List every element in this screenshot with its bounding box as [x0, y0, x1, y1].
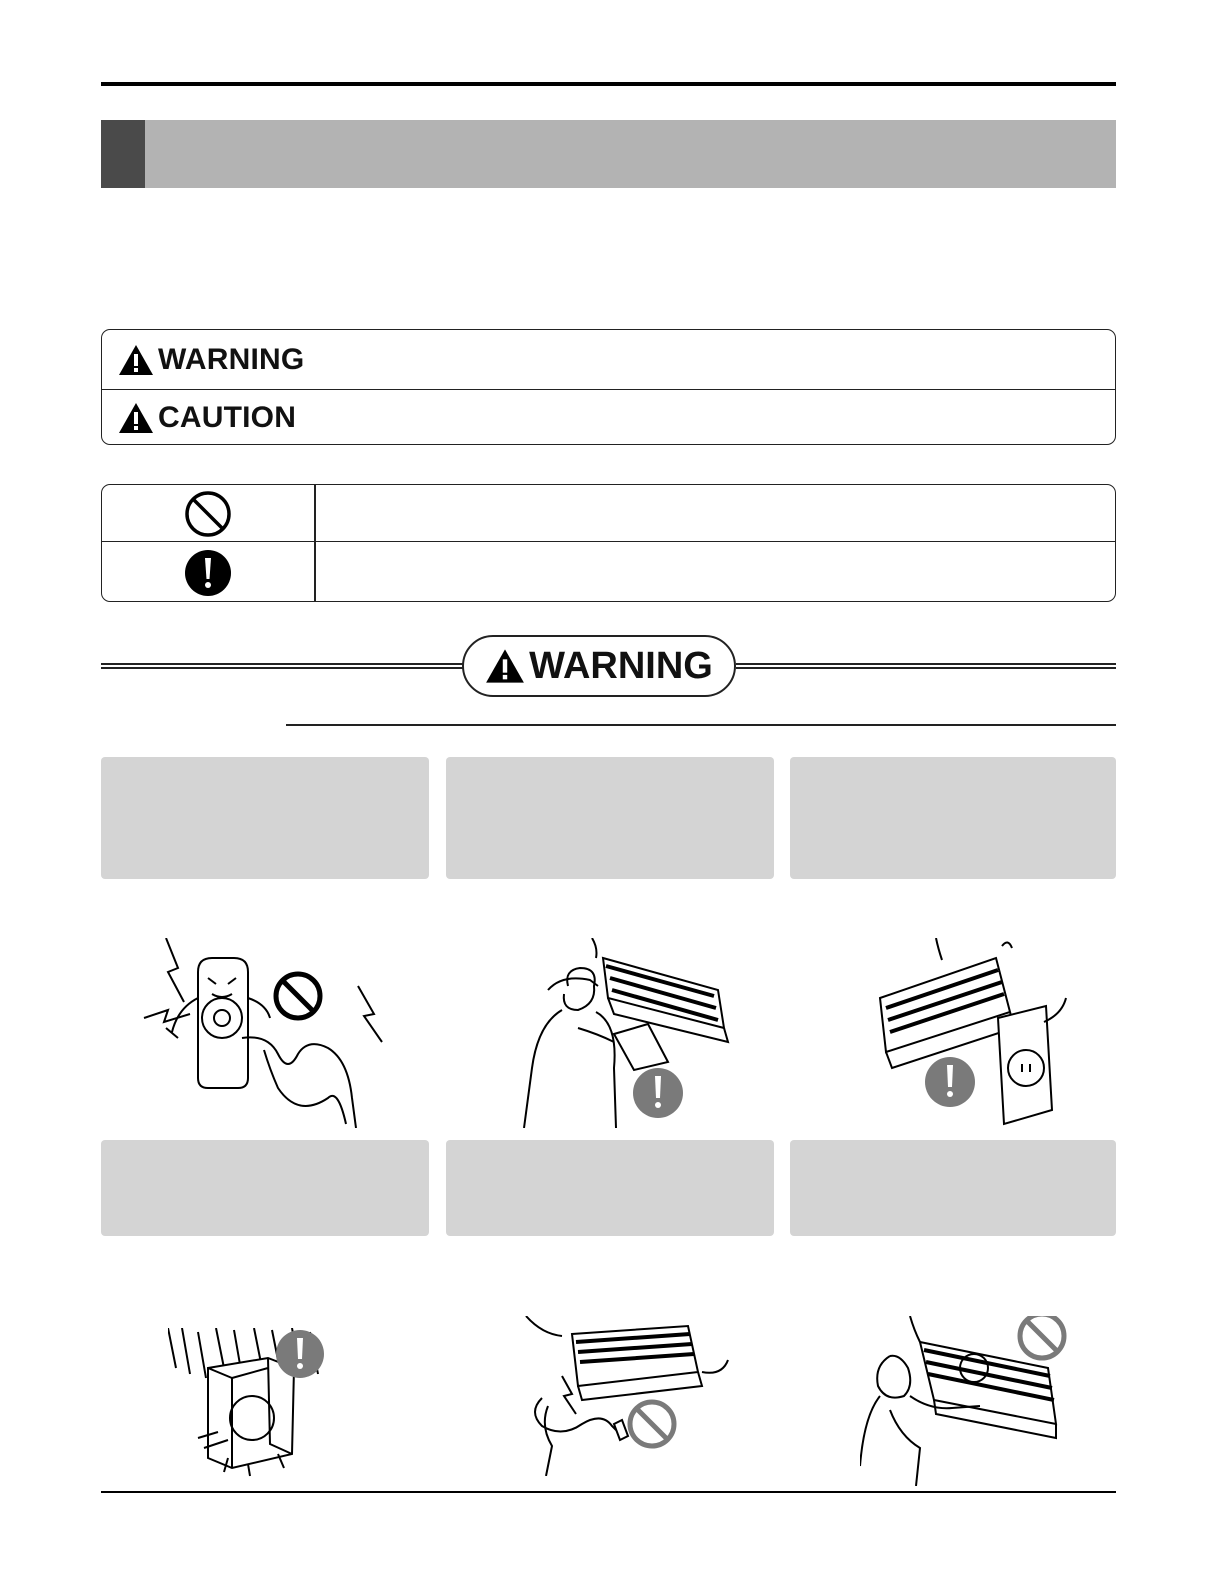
illustration-installer-reading-manual: [524, 938, 728, 1128]
caution-label: CAUTION: [158, 400, 297, 434]
bottom-rule: [101, 1491, 1116, 1493]
warning-panel-6: [790, 1140, 1116, 1236]
warning-panel-5: [446, 1140, 774, 1236]
illustration-electrical-outlet-hazard: [138, 938, 398, 1128]
symbol-legend: [101, 484, 1116, 602]
prohibited-icon: [184, 490, 232, 538]
subheading-rule: [286, 724, 1116, 726]
banner-line-right: [736, 663, 1116, 669]
exclamation-icon: [925, 1057, 975, 1107]
exclamation-icon: [184, 549, 232, 597]
prohibited-icon: [1020, 1316, 1064, 1358]
exclamation-icon: [633, 1068, 683, 1118]
warning-label: WARNING: [158, 342, 305, 376]
illustration-damaged-power-cord: [526, 1316, 728, 1476]
symbol-row-prohibited: [102, 485, 1115, 542]
warning-banner: [462, 635, 736, 697]
section-title-bar: [101, 120, 1116, 188]
warning-triangle-icon: [118, 344, 154, 376]
illustration-person-under-unit: [860, 1316, 1056, 1486]
legend-caution-row: [102, 390, 1115, 445]
illustration-dedicated-outlet: [880, 938, 1066, 1124]
warning-panel-1: [101, 757, 429, 879]
warning-triangle-icon: [485, 648, 525, 684]
warning-banner-label: WARNING: [529, 644, 713, 687]
title-tab-marker: [101, 120, 145, 188]
warning-panel-3: [790, 757, 1116, 879]
top-rule: [101, 82, 1116, 86]
banner-line-left: [101, 663, 463, 669]
legend-warning-row: [102, 330, 1115, 390]
caution-triangle-icon: [118, 402, 154, 434]
signal-word-legend: [101, 329, 1116, 445]
warning-panel-2: [446, 757, 774, 879]
prohibited-icon: [630, 1402, 674, 1446]
symbol-row-mandatory: [102, 542, 1115, 601]
warning-panel-4: [101, 1140, 429, 1236]
exclamation-icon: [276, 1330, 324, 1378]
